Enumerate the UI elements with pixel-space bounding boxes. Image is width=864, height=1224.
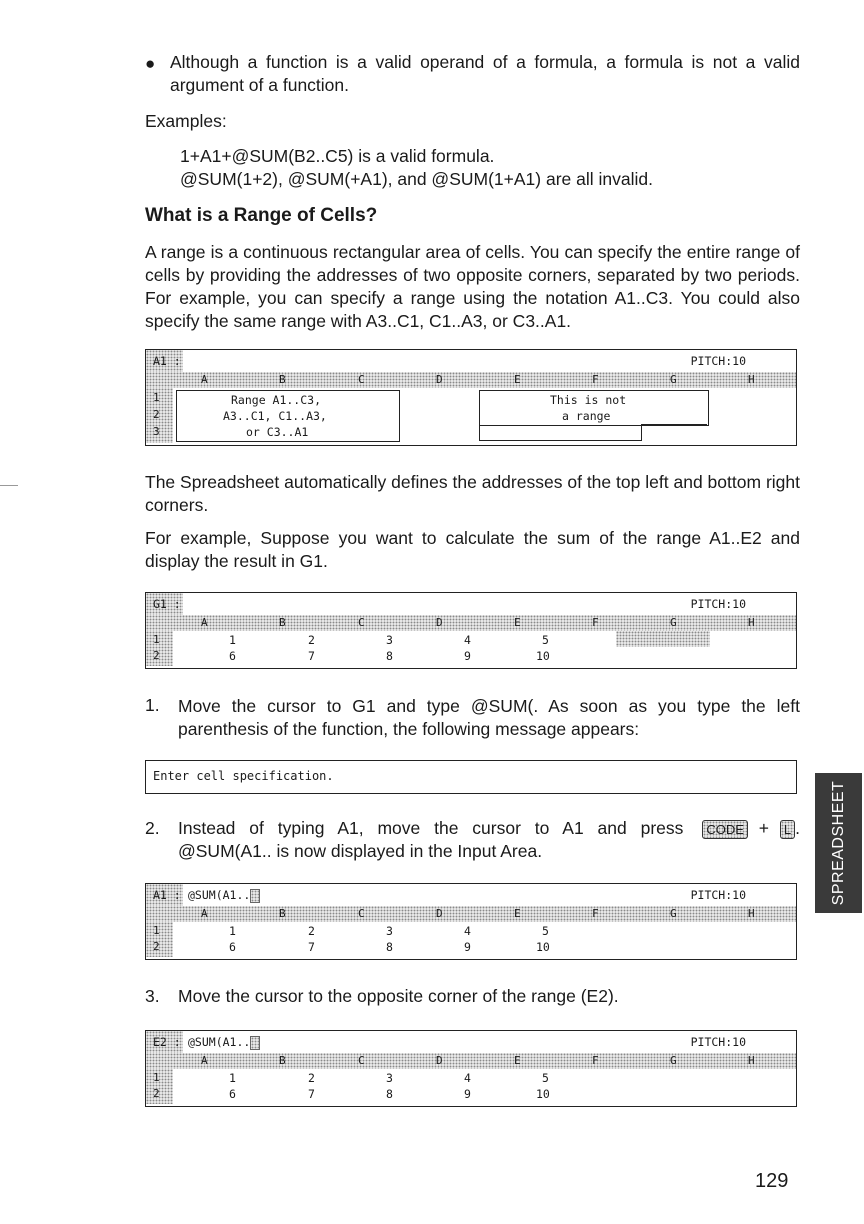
bullet-text: Although a function is a valid operand of a formula, a formula is not a valid argument of a function. bbox=[170, 52, 800, 95]
cell-indicator: G1 : bbox=[146, 593, 183, 615]
col-b: B bbox=[279, 907, 286, 920]
col-d: D bbox=[436, 1054, 443, 1067]
col-e: E bbox=[514, 373, 521, 386]
col-f: F bbox=[592, 373, 599, 386]
step-3-text: Move the cursor to the opposite corner of the range (E2). bbox=[178, 986, 619, 1006]
side-tab-label: SPREADSHEET bbox=[829, 780, 847, 906]
col-e: E bbox=[514, 907, 521, 920]
period: . bbox=[795, 818, 800, 838]
cell-b1: 2 bbox=[308, 633, 315, 647]
example-1: 1+A1+@SUM(B2..C5) is a valid formula. bbox=[180, 146, 495, 166]
column-header-bar bbox=[146, 615, 796, 631]
section-para-3: For example, Suppose you want to calculate the sum of the range A1..E2 and display the result in G1. bbox=[145, 528, 800, 571]
col-c: C bbox=[358, 1054, 365, 1067]
cell-c1: 3 bbox=[386, 1071, 393, 1085]
range-box-line-3: or C3..A1 bbox=[246, 425, 309, 439]
cell-e2: 10 bbox=[536, 649, 550, 663]
range-box bbox=[176, 390, 400, 442]
range-box-line-2: A3..C1, C1..A3, bbox=[223, 409, 327, 423]
col-a: A bbox=[201, 1054, 208, 1067]
step-1-text: Move the cursor to G1 and type @SUM(. As soon as you type the left parenthesis of the function, the following message appears: bbox=[178, 696, 800, 739]
cell-d1: 4 bbox=[464, 1071, 471, 1085]
not-range-line-1: This is not bbox=[550, 393, 627, 407]
col-b: B bbox=[279, 616, 286, 629]
col-a: A bbox=[201, 373, 208, 386]
section-para-1: A range is a continuous rectangular area of cells. You can specify the entire range of cells by providing the addresses of two opposite corners, separated by two periods. For example, you can specify a range using the notation A1..C3. You could also specify the same range with A3..C1, C1..A3, or C3..A1. bbox=[145, 242, 800, 331]
row-1: 1 bbox=[153, 633, 160, 646]
cell-c1: 3 bbox=[386, 924, 393, 938]
col-a: A bbox=[201, 616, 208, 629]
col-c: C bbox=[358, 373, 365, 386]
row-2: 2 bbox=[153, 940, 160, 953]
column-header-bar bbox=[146, 1053, 796, 1069]
l-key: L bbox=[780, 820, 795, 839]
cell-a1: 1 bbox=[229, 1071, 236, 1085]
cell-b1: 2 bbox=[308, 1071, 315, 1085]
bullet-dot: ● bbox=[145, 54, 156, 73]
column-header-bar bbox=[146, 372, 796, 388]
screen-a1-input bbox=[145, 883, 797, 960]
row-2: 2 bbox=[153, 408, 160, 421]
screen-e2-input bbox=[145, 1030, 797, 1107]
step-3-number: 3. bbox=[145, 986, 160, 1006]
col-h: H bbox=[748, 907, 755, 920]
row-header bbox=[146, 388, 173, 443]
margin-mark bbox=[0, 485, 18, 486]
col-f: F bbox=[592, 1054, 599, 1067]
cell-b1: 2 bbox=[308, 924, 315, 938]
col-a: A bbox=[201, 907, 208, 920]
row-1: 1 bbox=[153, 924, 160, 937]
col-h: H bbox=[748, 1054, 755, 1067]
pitch-indicator: PITCH:10 bbox=[690, 1035, 746, 1049]
input-area bbox=[188, 884, 260, 906]
cell-e2: 10 bbox=[536, 940, 550, 954]
cell-b2: 7 bbox=[308, 1087, 315, 1101]
input-cursor bbox=[250, 1036, 260, 1050]
message-box bbox=[145, 760, 797, 794]
not-range-box-step bbox=[641, 424, 707, 427]
pitch-indicator: PITCH:10 bbox=[690, 597, 746, 611]
col-e: E bbox=[514, 1054, 521, 1067]
input-cursor bbox=[250, 889, 260, 903]
cell-d1: 4 bbox=[464, 633, 471, 647]
cell-d2: 9 bbox=[464, 649, 471, 663]
col-b: B bbox=[279, 1054, 286, 1067]
row-header bbox=[146, 922, 173, 957]
cell-e2: 10 bbox=[536, 1087, 550, 1101]
col-e: E bbox=[514, 616, 521, 629]
input-area bbox=[188, 1031, 260, 1053]
cell-a2: 6 bbox=[229, 1087, 236, 1101]
col-h: H bbox=[748, 616, 755, 629]
row-1: 1 bbox=[153, 391, 160, 404]
col-d: D bbox=[436, 373, 443, 386]
cell-indicator: A1 : bbox=[146, 350, 183, 372]
pitch-indicator: PITCH:10 bbox=[690, 354, 746, 368]
message-text: Enter cell specification. bbox=[153, 769, 334, 783]
cell-c2: 8 bbox=[386, 940, 393, 954]
step-1-number: 1. bbox=[145, 695, 160, 715]
not-range-line-2: a range bbox=[562, 409, 611, 423]
col-d: D bbox=[436, 616, 443, 629]
cell-a2: 6 bbox=[229, 940, 236, 954]
col-g: G bbox=[670, 907, 677, 920]
row-header bbox=[146, 631, 173, 666]
not-range-box-bottom bbox=[479, 424, 642, 441]
step-2-line-1 bbox=[178, 818, 800, 839]
cell-indicator: A1 : bbox=[146, 884, 183, 906]
cell-c1: 3 bbox=[386, 633, 393, 647]
col-g: G bbox=[670, 616, 677, 629]
section-para-2: The Spreadsheet automatically defines the addresses of the top left and bottom right corners. bbox=[145, 472, 800, 515]
cell-c2: 8 bbox=[386, 649, 393, 663]
col-f: F bbox=[592, 907, 599, 920]
range-box-line-1: Range A1..C3, bbox=[231, 393, 322, 407]
col-c: C bbox=[358, 907, 365, 920]
not-range-box-step-v bbox=[641, 424, 642, 440]
step-2-text-b: @SUM(A1.. is now displayed in the Input Area. bbox=[178, 841, 543, 861]
example-2: @SUM(1+2), @SUM(+A1), and @SUM(1+A1) are all invalid. bbox=[180, 169, 653, 189]
cell-indicator: E2 : bbox=[146, 1031, 183, 1053]
cell-a2: 6 bbox=[229, 649, 236, 663]
screen-range-example bbox=[145, 349, 797, 446]
side-tab bbox=[815, 773, 862, 913]
not-range-box-top bbox=[479, 390, 709, 426]
col-h: H bbox=[748, 373, 755, 386]
col-g: G bbox=[670, 373, 677, 386]
cell-d2: 9 bbox=[464, 940, 471, 954]
g1-cursor bbox=[616, 631, 710, 647]
page-number: 129 bbox=[755, 1170, 789, 1192]
col-c: C bbox=[358, 616, 365, 629]
step-2-number: 2. bbox=[145, 818, 160, 838]
cell-e1: 5 bbox=[542, 1071, 549, 1085]
col-g: G bbox=[670, 1054, 677, 1067]
cell-e1: 5 bbox=[542, 633, 549, 647]
row-2: 2 bbox=[153, 1087, 160, 1100]
plus-sign: + bbox=[758, 818, 770, 838]
col-f: F bbox=[592, 616, 599, 629]
col-d: D bbox=[436, 907, 443, 920]
screen-g1-data bbox=[145, 592, 797, 669]
code-key: CODE bbox=[702, 820, 748, 839]
cell-c2: 8 bbox=[386, 1087, 393, 1101]
cell-e1: 5 bbox=[542, 924, 549, 938]
col-b: B bbox=[279, 373, 286, 386]
cell-b2: 7 bbox=[308, 649, 315, 663]
cell-d1: 4 bbox=[464, 924, 471, 938]
cell-a1: 1 bbox=[229, 633, 236, 647]
cell-b2: 7 bbox=[308, 940, 315, 954]
key-sequence bbox=[702, 818, 800, 839]
input-text: @SUM(A1.. bbox=[188, 888, 251, 902]
pitch-indicator: PITCH:10 bbox=[690, 888, 746, 902]
cell-d2: 9 bbox=[464, 1087, 471, 1101]
row-3: 3 bbox=[153, 425, 160, 438]
row-2: 2 bbox=[153, 649, 160, 662]
cell-a1: 1 bbox=[229, 924, 236, 938]
input-text: @SUM(A1.. bbox=[188, 1035, 251, 1049]
examples-label: Examples: bbox=[145, 111, 227, 131]
step-2-text-a: Instead of typing A1, move the cursor to A1 and press bbox=[178, 818, 684, 838]
section-heading: What is a Range of Cells? bbox=[145, 205, 378, 226]
row-header bbox=[146, 1069, 173, 1104]
column-header-bar bbox=[146, 906, 796, 922]
row-1: 1 bbox=[153, 1071, 160, 1084]
